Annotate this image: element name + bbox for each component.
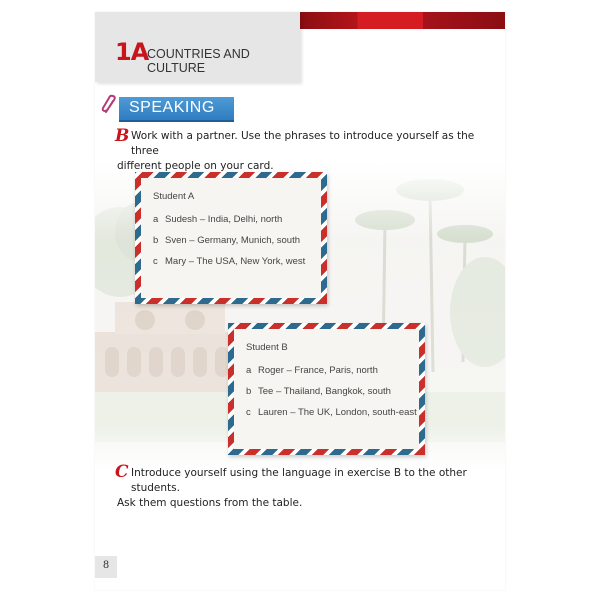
- exercise-c-instruction: [117, 466, 505, 511]
- card-a-item: b Sven – Germany, Munich, south: [153, 235, 300, 246]
- exercise-b-line-2: different people on your card.: [117, 160, 274, 172]
- unit-code: 1A: [115, 38, 149, 66]
- section-title: SPEAKING: [129, 99, 215, 116]
- card-b-item: a Roger – France, Paris, north: [246, 365, 378, 376]
- student-a-card: [135, 172, 327, 304]
- exercise-c-letter: C: [115, 462, 129, 482]
- page-number: 8: [102, 560, 110, 571]
- textbook-page: [95, 12, 505, 590]
- unit-title: COUNTRIES AND CULTURE: [147, 47, 250, 75]
- card-a-item: c Mary – The USA, New York, west: [153, 256, 306, 267]
- exercise-b-letter: B: [115, 126, 130, 146]
- exercise-b-line-1: Work with a partner. Use the phrases to introduce yourself as the three: [131, 130, 475, 157]
- exercise-c-line-2: Ask them questions from the table.: [117, 497, 303, 509]
- card-a-title: Student A: [153, 191, 195, 202]
- unit-header: [95, 12, 300, 82]
- card-b-item: c Lauren – The UK, London, south-east: [246, 407, 417, 418]
- exercise-c-line-1: Introduce yourself using the language in exercise B to the other students.: [131, 467, 467, 494]
- section-banner: [119, 97, 234, 122]
- student-b-card: [228, 323, 425, 455]
- exercise-b-instruction: [117, 129, 505, 174]
- card-a-item: a Sudesh – India, Delhi, north: [153, 214, 283, 225]
- page-number-box: [95, 556, 117, 578]
- card-b-item: b Tee – Thailand, Bangkok, south: [246, 386, 391, 397]
- card-b-title: Student B: [246, 342, 288, 353]
- top-decorative-bar: [300, 12, 505, 29]
- paperclip-icon: [100, 94, 120, 116]
